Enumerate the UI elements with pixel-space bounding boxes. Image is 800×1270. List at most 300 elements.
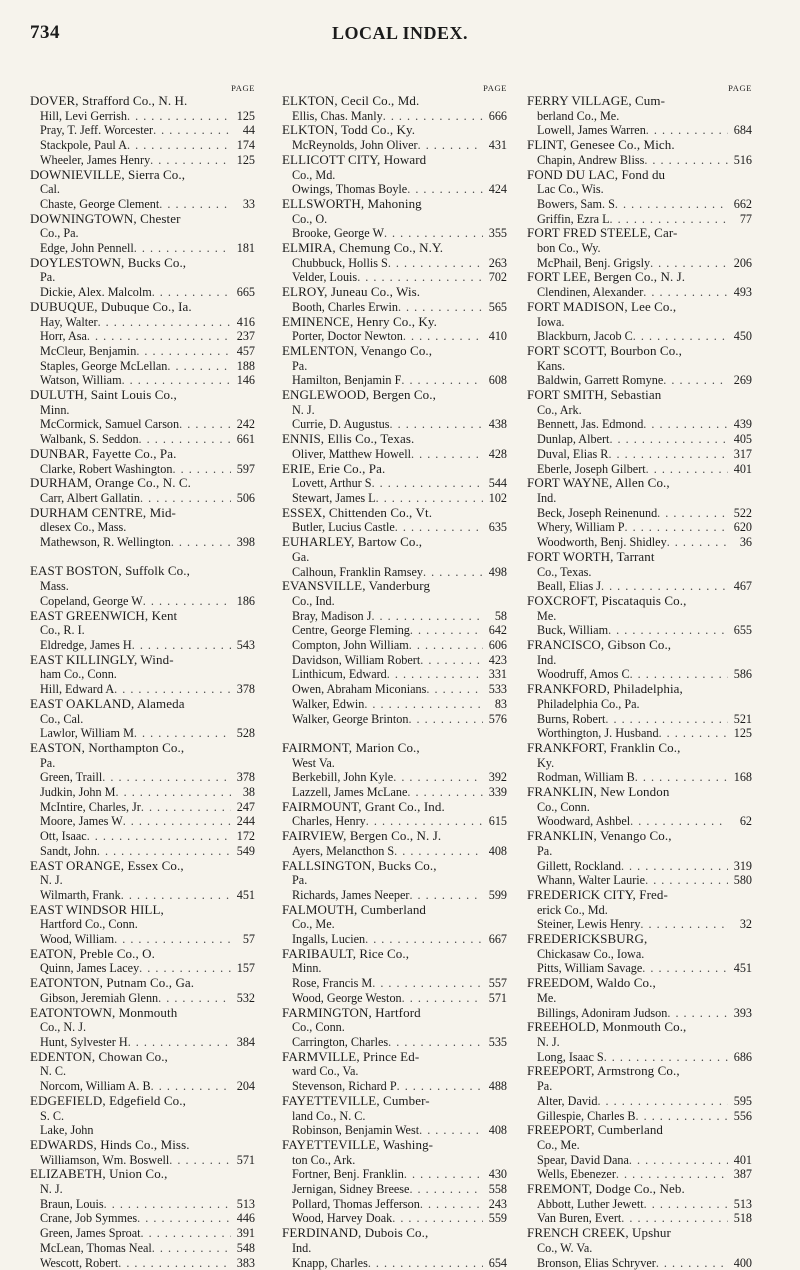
dot-leader xyxy=(150,153,231,168)
dot-leader xyxy=(410,623,483,638)
index-entry xyxy=(527,667,752,682)
entry-name: Spear, David Dana xyxy=(537,1152,629,1167)
entry-name: Wood, William xyxy=(40,932,115,947)
heading-continuation: land Co., N. C. xyxy=(292,1108,366,1123)
heading-continuation: Co., Ark. xyxy=(537,402,582,417)
index-entry xyxy=(282,682,507,697)
entry-page-number: 168 xyxy=(733,770,752,785)
entry-name: Hay, Walter xyxy=(40,314,98,329)
entry-name: Ayers, Melancthon S xyxy=(292,843,395,858)
index-entry xyxy=(527,1094,752,1109)
entry-page-number: 428 xyxy=(488,446,507,461)
place-heading: ELLICOTT CITY, Howard xyxy=(282,151,427,167)
place-heading: FREEPORT, Armstrong Co., xyxy=(527,1063,680,1079)
dot-leader xyxy=(127,138,231,153)
dot-leader xyxy=(98,315,231,330)
heading-continuation: Co., W. Va. xyxy=(537,1240,593,1255)
index-entry xyxy=(30,770,255,785)
heading-continuation: erick Co., Md. xyxy=(537,902,608,917)
entry-page-number: 263 xyxy=(488,255,507,270)
dot-leader xyxy=(167,359,231,374)
heading-continuation: N. J. xyxy=(292,402,315,417)
entry-page-number: 446 xyxy=(236,1211,255,1226)
index-column-1 xyxy=(30,82,255,1270)
index-entry xyxy=(282,976,507,991)
index-entry xyxy=(282,565,507,580)
entry-name: Hill, Levi Gerrish xyxy=(40,108,127,123)
entry-page-number: 355 xyxy=(488,226,507,241)
entry-name: Rose, Francis M xyxy=(292,976,373,991)
index-entry xyxy=(527,873,752,888)
dot-leader xyxy=(153,123,231,138)
entry-name: Carr, Albert Gallatin xyxy=(40,490,141,505)
heading-continuation: Co., Conn. xyxy=(292,1020,345,1035)
heading-continuation: Lake, John xyxy=(40,1123,94,1138)
dot-leader xyxy=(601,579,728,594)
entry-page-number: 408 xyxy=(488,1123,507,1138)
place-heading: FORT SCOTT, Bourbon Co., xyxy=(527,342,682,358)
place-heading: FORT FRED STEELE, Car- xyxy=(527,225,678,241)
entry-name: Norcom, William A. B xyxy=(40,1079,151,1094)
entry-page-number: 544 xyxy=(488,476,507,491)
place-heading: EASTON, Northampton Co., xyxy=(30,739,185,755)
page-number: 734 xyxy=(30,22,60,43)
index-entry xyxy=(282,256,507,271)
index-entry xyxy=(30,594,255,609)
entry-name: Moore, James W xyxy=(40,814,123,829)
index-entry xyxy=(282,1123,507,1138)
entry-page-number: 506 xyxy=(236,490,255,505)
dot-leader xyxy=(357,270,483,285)
dot-leader xyxy=(409,888,483,903)
index-entry xyxy=(282,1079,507,1094)
index-entry xyxy=(282,476,507,491)
entry-page-number: 571 xyxy=(236,1152,255,1167)
entry-name: Beall, Elias J xyxy=(537,579,601,594)
entry-name: Ellis, Chas. Manly xyxy=(292,108,383,123)
dot-leader xyxy=(132,638,231,653)
dot-leader xyxy=(656,1256,728,1270)
entry-page-number: 204 xyxy=(236,1079,255,1094)
entry-name: Bronson, Elias Schryver xyxy=(537,1255,656,1270)
heading-continuation: N. J. xyxy=(537,1035,560,1049)
dot-leader xyxy=(667,1006,728,1021)
heading-continuation: Lac Co., Wis. xyxy=(537,182,604,197)
dot-leader xyxy=(140,491,231,506)
place-heading: FRANKFORT, Franklin Co., xyxy=(527,739,681,755)
heading-continuation: Cal. xyxy=(40,182,60,197)
heading-continuation: Co., Me. xyxy=(537,1137,580,1152)
index-entry xyxy=(527,1006,752,1021)
entry-name: McLean, Thomas Neal xyxy=(40,1240,152,1255)
dot-leader xyxy=(640,917,728,932)
dot-leader xyxy=(615,197,728,212)
entry-name: Owen, Abraham Miconians xyxy=(292,682,427,697)
dot-leader xyxy=(643,285,728,300)
dot-leader xyxy=(644,153,728,168)
place-heading: FORT SMITH, Sebastian xyxy=(527,387,662,403)
dot-leader xyxy=(365,932,483,947)
dot-leader xyxy=(407,182,483,197)
dot-leader xyxy=(394,844,483,859)
dot-leader xyxy=(629,1153,728,1168)
entry-name: Wheeler, James Henry xyxy=(40,152,151,167)
place-heading: FAIRMONT, Marion Co., xyxy=(282,739,420,755)
dot-leader xyxy=(608,623,728,638)
dot-leader xyxy=(630,814,728,829)
index-entry xyxy=(527,859,752,874)
entry-name: Compton, John William xyxy=(292,638,409,653)
entry-page-number: 661 xyxy=(236,432,255,447)
dot-leader xyxy=(128,1035,231,1050)
place-heading: EDENTON, Chowan Co., xyxy=(30,1048,168,1064)
index-entry xyxy=(282,182,507,197)
dot-leader xyxy=(383,109,483,124)
place-heading: EMLENTON, Venango Co., xyxy=(282,342,433,358)
dot-leader xyxy=(116,785,231,800)
index-entry xyxy=(527,535,752,550)
entry-page-number: 635 xyxy=(488,520,507,535)
place-heading: ELKTON, Cecil Co., Md. xyxy=(282,93,420,108)
dot-leader xyxy=(608,447,728,462)
dot-leader xyxy=(141,800,231,815)
dot-leader xyxy=(372,476,483,491)
index-entry xyxy=(282,770,507,785)
heading-continuation: Pa. xyxy=(40,755,56,770)
heading-continuation: Co., Pa. xyxy=(40,226,79,241)
entry-page-number: 558 xyxy=(488,1182,507,1197)
heading-continuation: ton Co., Ark. xyxy=(292,1152,356,1167)
dot-leader xyxy=(139,432,231,447)
entry-name: Carrington, Charles xyxy=(292,1034,389,1049)
entry-name: Wood, George Weston xyxy=(292,990,402,1005)
dot-leader xyxy=(411,447,483,462)
entry-page-number: 391 xyxy=(236,1226,255,1241)
heading-continuation: S. C. xyxy=(40,1108,65,1123)
dot-leader xyxy=(388,1035,483,1050)
place-heading: FAIRVIEW, Bergen Co., N. J. xyxy=(282,828,442,844)
index-entry xyxy=(30,1241,255,1256)
entry-name: Calhoun, Franklin Ramsey xyxy=(292,564,424,579)
entry-page-number: 319 xyxy=(733,858,752,873)
entry-name: Green, James Sproat xyxy=(40,1226,141,1241)
dot-leader xyxy=(151,1079,231,1094)
entry-page-number: 378 xyxy=(236,682,255,697)
index-entry xyxy=(527,712,752,727)
entry-page-number: 438 xyxy=(488,417,507,432)
dot-leader xyxy=(397,1079,483,1094)
entry-name: Ingalls, Lucien xyxy=(292,932,366,947)
entry-name: Oliver, Matthew Howell xyxy=(292,446,411,461)
place-heading: ELMIRA, Chemung Co., N.Y. xyxy=(282,240,444,256)
index-entry xyxy=(282,697,507,712)
dot-leader xyxy=(663,373,728,388)
entry-name: Eberle, Joseph Gilbert xyxy=(537,461,646,476)
entry-page-number: 384 xyxy=(236,1034,255,1049)
entry-name: Berkebill, John Kyle xyxy=(292,770,394,785)
entry-name: Ott, Isaac xyxy=(40,829,87,844)
entry-page-number: 387 xyxy=(733,1167,752,1182)
entry-page-number: 174 xyxy=(236,138,255,153)
dot-leader xyxy=(621,859,728,874)
heading-continuation: ward Co., Va. xyxy=(292,1064,359,1079)
entry-page-number: 556 xyxy=(733,1108,752,1123)
entry-name: Hamilton, Benjamin F xyxy=(292,373,402,388)
entry-page-number: 608 xyxy=(488,373,507,388)
index-entry xyxy=(282,609,507,624)
entry-name: Eldredge, James H xyxy=(40,638,132,652)
dot-leader xyxy=(390,417,484,432)
dot-leader xyxy=(366,814,483,829)
place-heading: FRANKLIN, Venango Co., xyxy=(527,828,672,844)
place-heading: DURHAM CENTRE, Mid- xyxy=(30,504,176,520)
index-column-2 xyxy=(282,82,507,1270)
index-entry xyxy=(282,138,507,153)
entry-page-number: 686 xyxy=(733,1049,752,1064)
column-header-page: PAGE xyxy=(231,83,255,93)
index-entry xyxy=(30,1226,255,1241)
dot-leader xyxy=(419,1123,483,1138)
entry-name: McCleur, Benjamin xyxy=(40,343,137,358)
entry-name: Knapp, Charles xyxy=(292,1255,368,1270)
place-heading: DULUTH, Saint Louis Co., xyxy=(30,387,177,403)
entry-name: Gillett, Rockland xyxy=(537,858,621,873)
index-entry xyxy=(282,1256,507,1270)
index-entry xyxy=(527,1197,752,1212)
heading-continuation: Ky. xyxy=(537,755,555,770)
entry-page-number: 157 xyxy=(236,961,255,976)
entry-page-number: 44 xyxy=(242,123,255,138)
index-entry xyxy=(30,638,255,653)
entry-page-number: 331 xyxy=(488,667,507,682)
entry-page-number: 242 xyxy=(236,417,255,432)
section-gap xyxy=(30,550,255,565)
entry-name: McReynolds, John Oliver xyxy=(292,138,418,153)
place-heading: FREEPORT, Cumberland xyxy=(527,1122,664,1138)
entry-page-number: 522 xyxy=(733,505,752,520)
place-heading: ELIZABETH, Union Co., xyxy=(30,1166,168,1182)
heading-continuation: Hartford Co., Conn. xyxy=(40,917,138,932)
index-entry xyxy=(282,300,507,315)
entry-name: Richards, James Neeper xyxy=(292,887,410,902)
dot-leader xyxy=(633,329,728,344)
entry-name: Stewart, James L xyxy=(292,490,376,505)
place-heading: EAST KILLINGLY, Wind- xyxy=(30,651,174,667)
place-heading: EATONTOWN, Monmouth xyxy=(30,1004,178,1020)
entry-page-number: 430 xyxy=(488,1167,507,1182)
index-entry xyxy=(30,329,255,344)
entry-name: Braun, Louis xyxy=(40,1196,104,1211)
dot-leader xyxy=(114,932,231,947)
dot-leader xyxy=(398,300,483,315)
dot-leader xyxy=(139,961,231,976)
entry-name: Beck, Joseph Reinenund xyxy=(537,505,658,520)
place-heading: DUNBAR, Fayette Co., Pa. xyxy=(30,445,177,461)
entry-name: Owings, Thomas Boyle xyxy=(292,182,408,197)
entry-page-number: 684 xyxy=(733,123,752,138)
dot-leader xyxy=(114,682,231,697)
dot-leader xyxy=(141,1226,231,1241)
index-entry xyxy=(30,829,255,844)
dot-leader xyxy=(409,638,483,653)
entry-page-number: 488 xyxy=(488,1079,507,1094)
heading-continuation: Co., O. xyxy=(292,211,328,226)
index-entry xyxy=(30,138,255,153)
entry-page-number: 317 xyxy=(733,446,752,461)
entry-name: Lovett, Arthur S xyxy=(292,476,372,491)
entry-name: Van Buren, Evert xyxy=(537,1211,622,1226)
entry-page-number: 513 xyxy=(236,1196,255,1211)
index-entry xyxy=(282,888,507,903)
place-heading: ELKTON, Todd Co., Ky. xyxy=(282,122,416,138)
index-entry xyxy=(30,153,255,168)
entry-page-number: 580 xyxy=(733,873,752,888)
entry-page-number: 513 xyxy=(733,1196,752,1211)
dot-leader xyxy=(403,329,483,344)
heading-continuation: Co., Me. xyxy=(292,917,335,932)
index-entry xyxy=(282,932,507,947)
dot-leader xyxy=(407,785,483,800)
entry-page-number: 237 xyxy=(236,329,255,344)
entry-page-number: 565 xyxy=(488,299,507,314)
dot-leader xyxy=(372,976,483,991)
entry-page-number: 383 xyxy=(236,1255,255,1270)
dot-leader xyxy=(388,256,483,271)
dot-leader xyxy=(368,1256,483,1270)
place-heading: ENGLEWOOD, Bergen Co., xyxy=(282,387,436,403)
entry-page-number: 172 xyxy=(236,829,255,844)
entry-page-number: 269 xyxy=(733,373,752,388)
heading-continuation: Pa. xyxy=(292,358,308,373)
entry-name: Lowell, James Warren xyxy=(537,123,646,138)
entry-name: Billings, Adoniram Judson xyxy=(537,1005,668,1020)
entry-page-number: 244 xyxy=(236,814,255,829)
place-heading: FORT WAYNE, Allen Co., xyxy=(527,475,670,491)
index-entry xyxy=(282,638,507,653)
place-heading: DOWNIEVILLE, Sierra Co., xyxy=(30,166,186,182)
entry-page-number: 125 xyxy=(236,108,255,123)
entry-name: Currie, D. Augustus xyxy=(292,417,390,432)
entry-page-number: 186 xyxy=(236,593,255,608)
index-entry xyxy=(527,726,752,741)
place-heading: EAST OAKLAND, Alameda xyxy=(30,695,185,711)
heading-continuation: N. J. xyxy=(40,1182,63,1197)
entry-name: Pray, T. Jeff. Worcester xyxy=(40,123,154,138)
entry-page-number: 102 xyxy=(488,490,507,505)
dot-leader xyxy=(420,653,483,668)
entry-name: Robinson, Benjamin West xyxy=(292,1123,420,1138)
heading-continuation: Philadelphia Co., Pa. xyxy=(537,696,640,711)
index-entry xyxy=(282,226,507,241)
index-entry xyxy=(527,1050,752,1065)
entry-name: Pitts, William Savage xyxy=(537,961,643,976)
entry-page-number: 576 xyxy=(488,711,507,726)
index-entry xyxy=(527,506,752,521)
entry-name: Chaste, George Clement xyxy=(40,196,160,211)
index-entry xyxy=(30,682,255,697)
heading-continuation: Co., Cal. xyxy=(40,711,84,726)
index-entry xyxy=(30,535,255,550)
dot-leader xyxy=(605,712,728,727)
place-heading: ERIE, Erie Co., Pa. xyxy=(282,460,386,476)
dot-leader xyxy=(650,256,728,271)
dot-leader xyxy=(136,344,231,359)
index-entry xyxy=(282,1197,507,1212)
dot-leader xyxy=(143,594,231,609)
index-entry xyxy=(527,520,752,535)
entry-page-number: 401 xyxy=(733,1152,752,1167)
index-entry xyxy=(30,800,255,815)
index-entry xyxy=(527,153,752,168)
index-entry xyxy=(282,991,507,1006)
dot-leader xyxy=(401,373,483,388)
entry-name: Woodworth, Benj. Shidley xyxy=(537,535,667,550)
place-heading: DURHAM, Orange Co., N. C. xyxy=(30,475,192,491)
entry-page-number: 57 xyxy=(242,932,255,947)
index-entry xyxy=(527,462,752,477)
entry-name: Fortner, Benj. Franklin xyxy=(292,1167,404,1182)
index-entry xyxy=(30,726,255,741)
place-heading: FRENCH CREEK, Upshur xyxy=(527,1225,671,1241)
heading-continuation: berland Co., Me. xyxy=(537,108,620,123)
place-heading: EDWARDS, Hinds Co., Miss. xyxy=(30,1136,190,1152)
entry-name: Clarke, Robert Washington xyxy=(40,461,173,476)
index-entry xyxy=(282,1167,507,1182)
place-heading: FARMINGTON, Hartford xyxy=(282,1004,421,1020)
heading-continuation: Mass. xyxy=(40,579,69,594)
entry-page-number: 405 xyxy=(733,432,752,447)
entry-name: Clendinen, Alexander xyxy=(537,285,644,300)
heading-continuation: Co., Texas. xyxy=(537,564,592,579)
dot-leader xyxy=(644,1197,728,1212)
index-entry xyxy=(30,359,255,374)
entry-name: Walbank, S. Seddon xyxy=(40,432,139,447)
index-entry xyxy=(30,315,255,330)
place-heading: FALLSINGTON, Bucks Co., xyxy=(282,857,437,873)
entry-name: Mathewson, R. Wellington xyxy=(40,535,171,550)
entry-page-number: 533 xyxy=(488,682,507,697)
entry-name: Judkin, John M xyxy=(40,785,116,800)
heading-continuation: Ind. xyxy=(537,490,557,505)
dot-leader xyxy=(122,373,231,388)
entry-page-number: 400 xyxy=(733,1255,752,1270)
entry-page-number: 393 xyxy=(733,1005,752,1020)
entry-name: Linthicum, Edward xyxy=(292,667,387,682)
entry-name: Blackburn, Jacob C xyxy=(537,329,633,344)
index-entry xyxy=(30,417,255,432)
heading-continuation: Iowa. xyxy=(537,314,565,329)
index-entry xyxy=(527,1256,752,1270)
entry-name: Abbott, Luther Jewett xyxy=(537,1196,644,1211)
entry-name: McIntire, Charles, Jr xyxy=(40,799,141,814)
dot-leader xyxy=(621,1211,728,1226)
entry-name: Buck, William xyxy=(537,623,609,638)
place-heading: FREMONT, Dodge Co., Neb. xyxy=(527,1181,685,1197)
heading-continuation: Pa. xyxy=(537,1079,553,1094)
running-head: LOCAL INDEX. xyxy=(331,23,469,43)
column-header-page: PAGE xyxy=(728,83,752,93)
dot-leader xyxy=(625,520,728,535)
dot-leader xyxy=(152,285,231,300)
entry-name: Davidson, William Robert xyxy=(292,652,421,667)
dot-leader xyxy=(97,844,231,859)
dot-leader xyxy=(158,991,231,1006)
index-entry xyxy=(30,462,255,477)
place-heading: EMINENCE, Henry Co., Ky. xyxy=(282,313,438,329)
entry-page-number: 378 xyxy=(236,770,255,785)
entry-page-number: 543 xyxy=(236,638,255,652)
entry-page-number: 615 xyxy=(488,814,507,829)
